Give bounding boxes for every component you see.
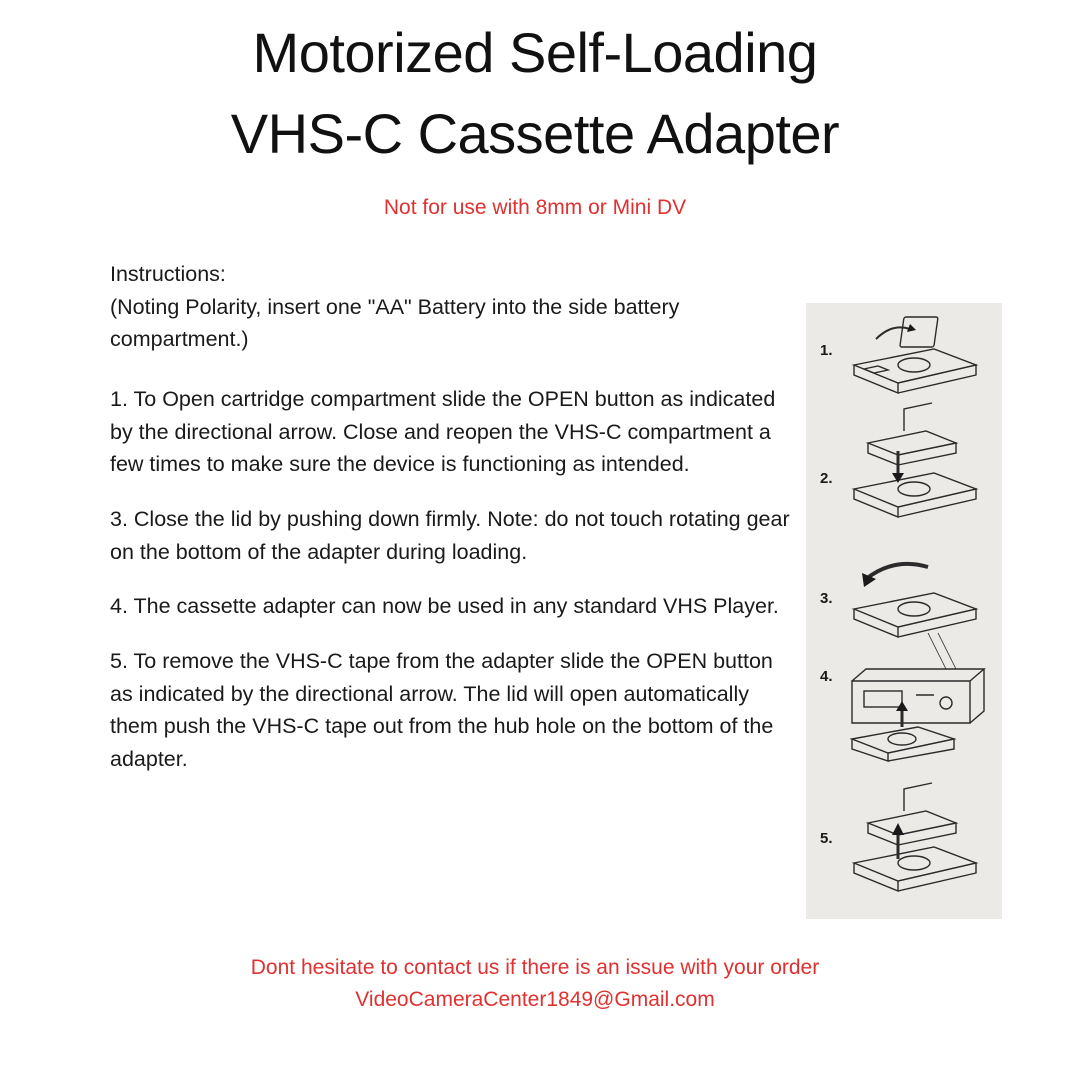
page-subtitle: Not for use with 8mm or Mini DV: [383, 196, 687, 220]
svg-text:2.: 2.: [820, 470, 833, 487]
footer-contact: [0, 952, 1070, 1015]
instructions-body: [110, 258, 800, 776]
svg-text:1.: 1.: [820, 342, 833, 359]
svg-text:5.: 5.: [820, 830, 833, 847]
instruction-step-1: 1. To Open cartridge compartment slide the OPEN button as indicated by the directional arrow. Close and reopen the VHS-C compartment a few times to make sure the device is functioning as intended.: [110, 387, 776, 477]
page-title-line-1: Motorized Self-Loading: [252, 21, 818, 84]
instruction-diagram-image: [806, 303, 1002, 919]
svg-text:4.: 4.: [820, 668, 833, 685]
footer-message: Dont hesitate to contact us if there is an issue with your order: [250, 956, 820, 979]
footer-email[interactable]: VideoCameraCenter1849@Gmail.com: [355, 987, 715, 1011]
page-title: [0, 0, 1070, 174]
svg-text:3.: 3.: [820, 590, 833, 607]
instruction-step-4: 4. The cassette adapter can now be used in any standard VHS Player.: [110, 594, 779, 619]
instructions-label: Instructions:: [110, 262, 226, 286]
instruction-step-3: 3. Close the lid by pushing down firmly. Note: do not touch rotating gear on the bottom of the adapter during loading.: [110, 507, 790, 564]
instruction-step-5: 5. To remove the VHS-C tape from the adapter slide the OPEN button as indicated by the directional arrow. The lid will open automatically them push the VHS-C tape out from the hub hole on the bottom of the adapter.: [110, 649, 774, 772]
battery-note: (Noting Polarity, insert one "AA" Battery into the side battery compartment.): [110, 294, 680, 352]
page-title-line-2: VHS-C Cassette Adapter: [230, 102, 840, 166]
